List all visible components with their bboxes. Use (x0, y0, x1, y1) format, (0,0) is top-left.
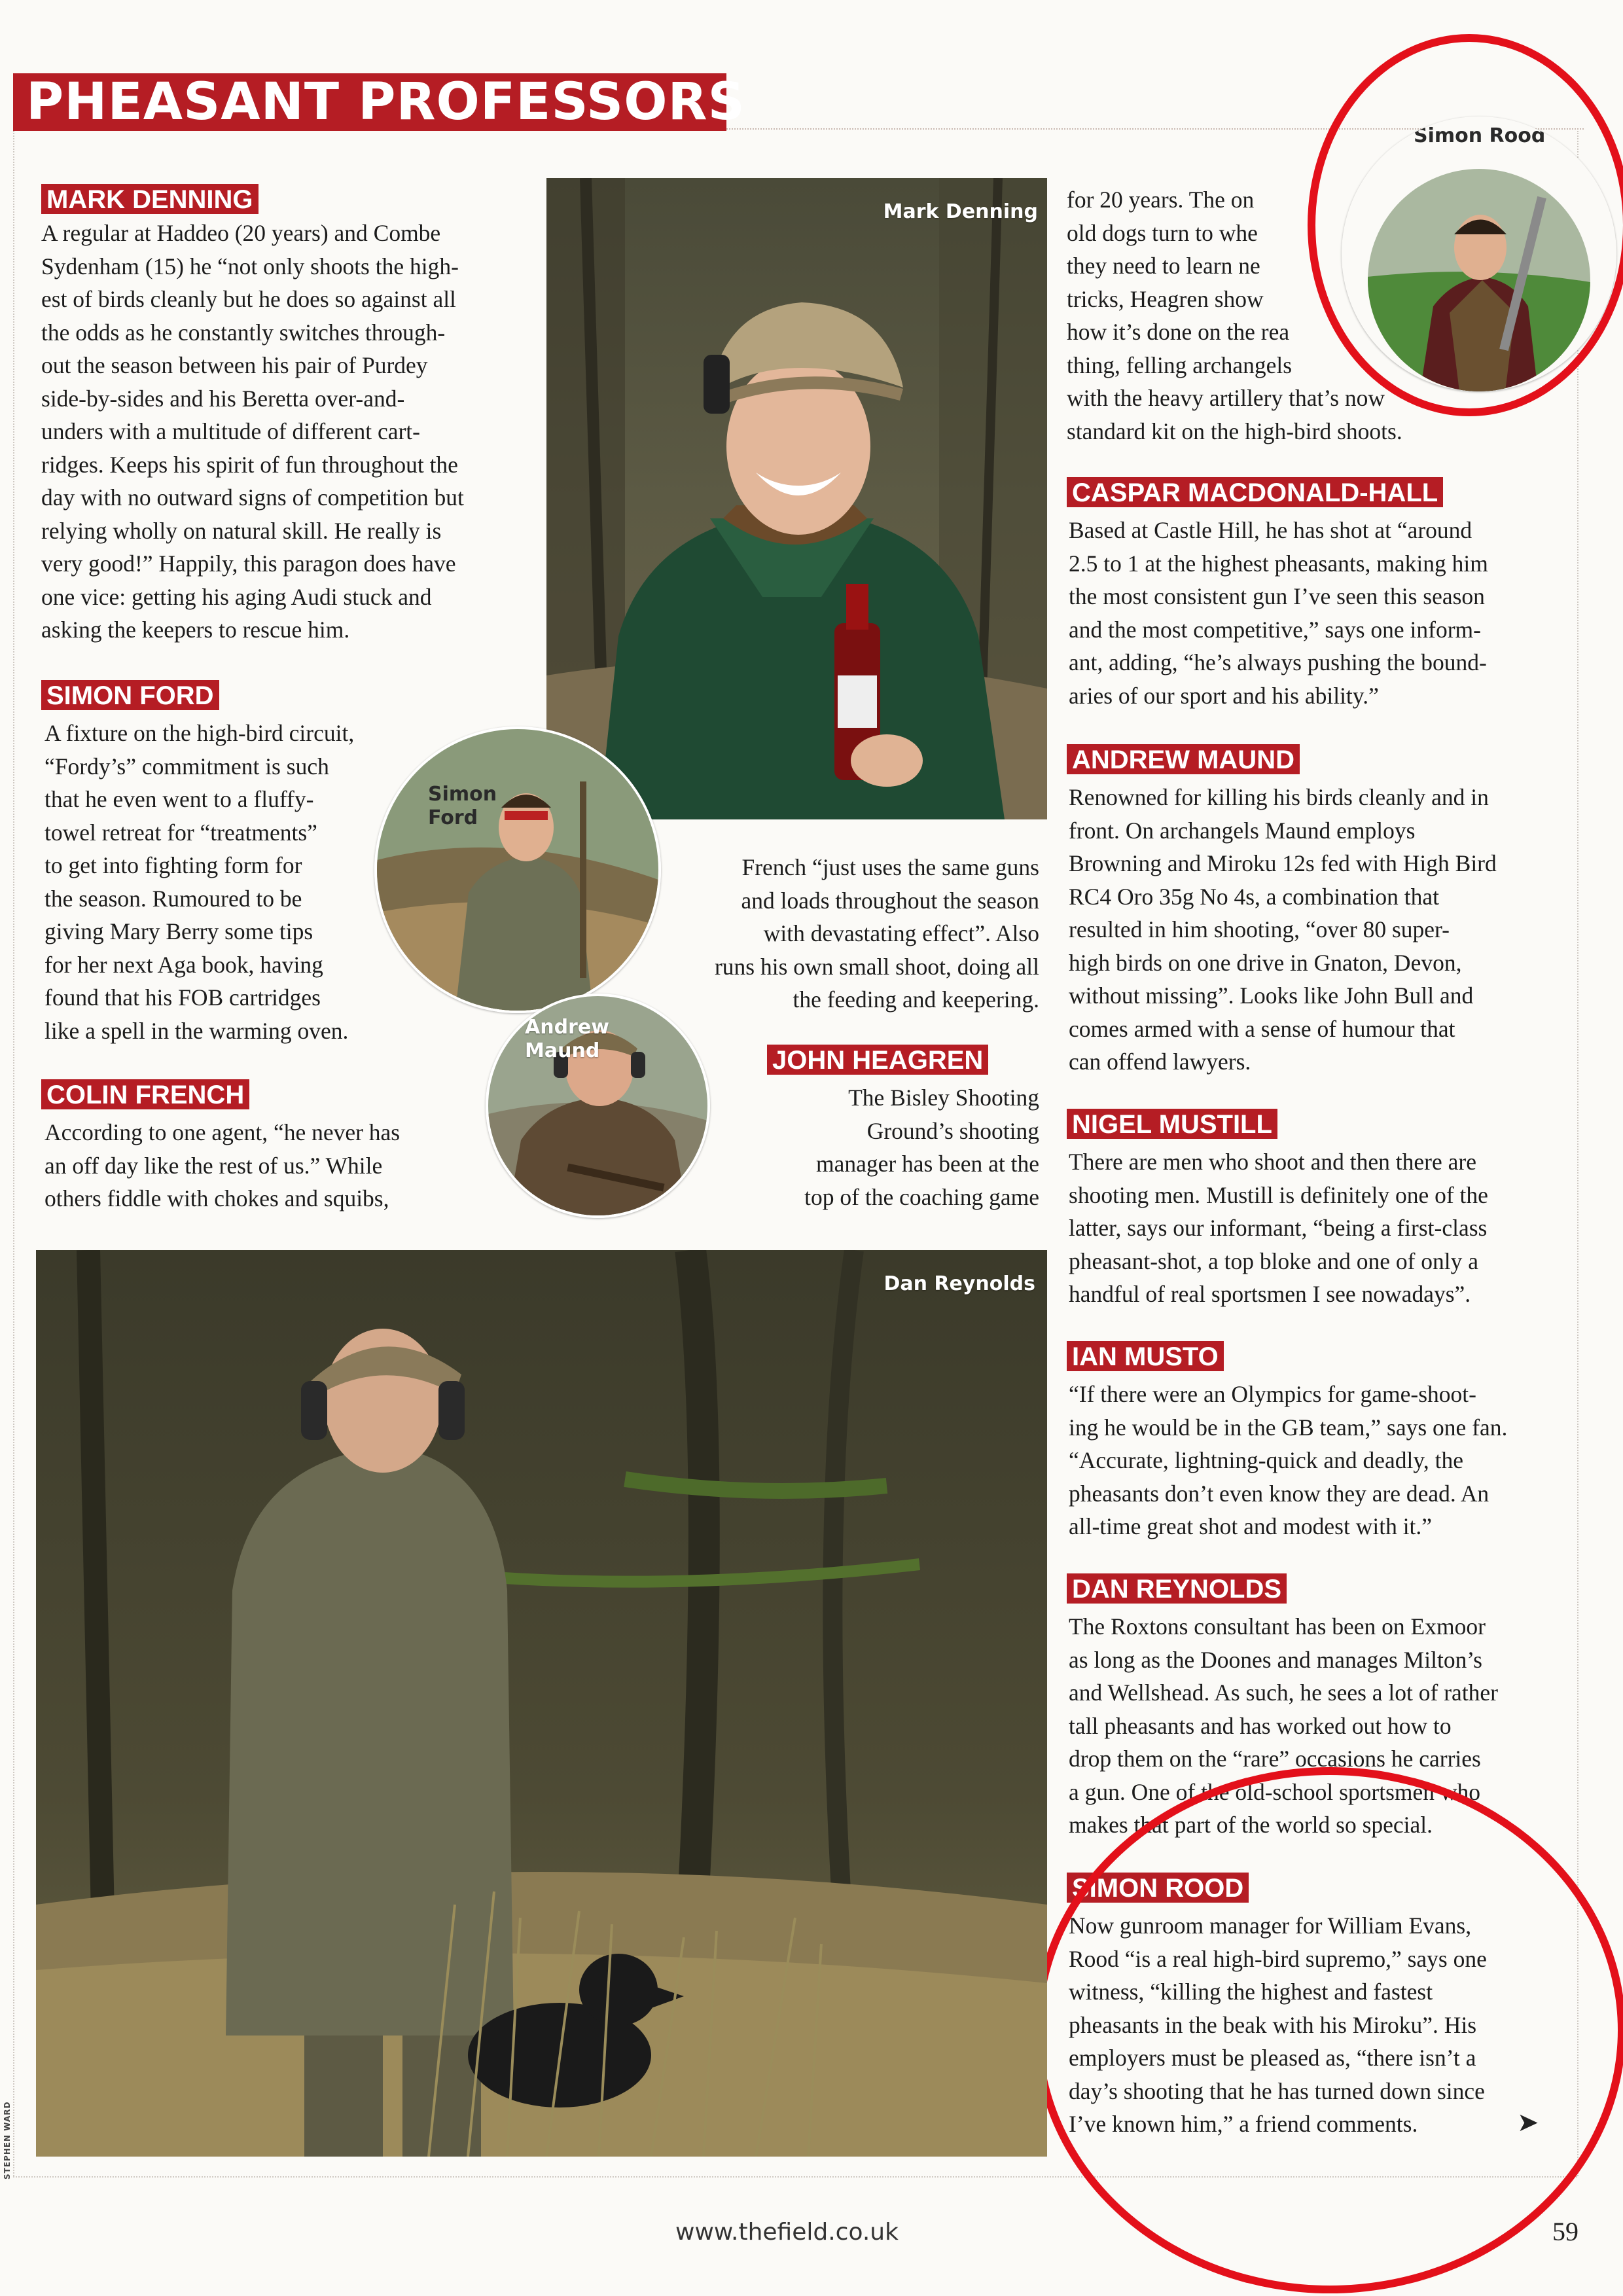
footer-url: www.thefield.co.uk (675, 2219, 899, 2246)
text-line: Now gunroom manager for William Evans, (1069, 1912, 1472, 1939)
john-heagren-section (767, 1045, 988, 1075)
text-line: as long as the Doones and manages Milton’s (1069, 1646, 1482, 1673)
photo-credit: STEPHEN WARD (3, 2101, 12, 2179)
simon-ford-section (41, 681, 219, 711)
simon-rood-heading: SIMON ROOD (1067, 1873, 1249, 1903)
text-line: out the season between his pair of Purdey (41, 352, 428, 378)
mark-denning-section (41, 185, 522, 647)
text-line: giving Mary Berry some tips (45, 918, 313, 944)
andrew-maund-heading: ANDREW MAUND (1067, 744, 1300, 774)
simon-ford-body (45, 717, 411, 1047)
text-line: relying wholly on natural skill. He really is (41, 517, 442, 544)
john-heagren-heading: JOHN HEAGREN (767, 1045, 988, 1075)
mark-denning-heading: MARK DENNING (41, 184, 259, 214)
annotation-circle-top (1308, 34, 1623, 416)
text-line: side-by-sides and his Beretta over-and- (41, 385, 405, 412)
andrew-maund-caption-1: Andrew (525, 1016, 609, 1039)
simon-ford-photo (374, 726, 661, 1013)
colin-french-continued (666, 851, 1039, 1016)
text-line: the odds as he constantly switches through- (41, 319, 446, 346)
text-line: for 20 years. The on (1067, 187, 1255, 213)
text-line: pheasant-shot, a top bloke and one of only a (1069, 1247, 1479, 1274)
text-line: Sydenham (15) he “not only shoots the high- (41, 253, 459, 279)
nigel-mustill-body (1069, 1145, 1550, 1311)
text-line: ant, adding, “he’s always pushing the bound- (1069, 649, 1487, 675)
colin-french-body (45, 1116, 476, 1215)
mark-denning-image (546, 178, 1047, 819)
text-line: witness, “killing the highest and fastest (1069, 1979, 1433, 2005)
text-line: one vice: getting his aging Audi stuck and (41, 583, 432, 610)
ian-musto-body (1069, 1378, 1550, 1543)
text-line: employers must be pleased as, “there isn’t a (1069, 2045, 1476, 2071)
text-line: they need to learn ne (1067, 253, 1260, 279)
text-line: and Wellshead. As such, he sees a lot of rather (1069, 1679, 1499, 1706)
text-line: “If there were an Olympics for game-shoot- (1069, 1381, 1476, 1407)
text-line: high birds on one drive in Gnaton, Devon, (1069, 949, 1462, 976)
text-line: est of birds cleanly but he does so against all (41, 286, 456, 312)
text-line: Renowned for killing his birds cleanly and in (1069, 784, 1489, 810)
caspar-macdonald-hall-body (1069, 514, 1550, 712)
text-line: the season. Rumoured to be (45, 885, 302, 912)
colin-french-section (41, 1080, 249, 1110)
text-line: aries of our sport and his ability.” (1069, 682, 1379, 709)
text-line: A regular at Haddeo (20 years) and Combe (41, 220, 441, 246)
andrew-maund-body (1069, 781, 1550, 1079)
text-line: RC4 Oro 35g No 4s, a combination that (1069, 883, 1439, 910)
text-line: There are men who shoot and then there are (1069, 1149, 1476, 1175)
annotation-circle-bottom (1034, 1767, 1623, 2293)
text-line: tall pheasants and has worked out how to (1069, 1712, 1452, 1739)
text-line: that he even went to a fluffy- (45, 786, 314, 812)
andrew-maund-section (1067, 745, 1300, 775)
text-line: Ground’s shooting (866, 1117, 1039, 1144)
text-line: an off day like the rest of us.” While (45, 1152, 383, 1179)
text-line: day with no outward signs of competition but (41, 484, 464, 511)
ian-musto-heading: IAN MUSTO (1067, 1341, 1224, 1371)
text-line: pheasants in the beak with his Miroku”. His (1069, 2011, 1477, 2038)
text-line: “Accurate, lightning-quick and deadly, the (1069, 1447, 1463, 1473)
page-number: 59 (1552, 2217, 1578, 2246)
text-line: Rood “is a real high-bird supremo,” says one (1069, 1945, 1487, 1972)
frame-left-border (13, 131, 14, 2176)
text-line: A fixture on the high-bird circuit, (45, 720, 355, 746)
dan-reynolds-heading: DAN REYNOLDS (1067, 1573, 1287, 1604)
andrew-maund-photo (486, 994, 710, 1218)
text-line: 2.5 to 1 at the highest pheasants, making him (1069, 550, 1488, 577)
simon-ford-caption-1: Simon (428, 783, 497, 806)
caspar-macdonald-hall-heading: CASPAR MACDONALD-HALL (1067, 477, 1443, 507)
text-line: standard kit on the high-bird shoots. (1067, 418, 1402, 444)
mark-denning-photo (546, 178, 1047, 819)
ian-musto-section (1067, 1342, 1224, 1372)
text-line: others fiddle with chokes and squibs, (45, 1185, 389, 1211)
text-line: shooting men. Mustill is definitely one of the (1069, 1181, 1488, 1208)
text-line: old dogs turn to whe (1067, 219, 1258, 246)
continue-arrow-icon: ➤ (1517, 2108, 1539, 2138)
text-line: handful of real sportsmen I see nowadays”. (1069, 1281, 1471, 1307)
text-line: unders with a multitude of different cart- (41, 418, 420, 444)
text-line: makes that part of the world so special. (1069, 1812, 1433, 1838)
text-line: a gun. One of the old-school sportsmen who (1069, 1778, 1481, 1805)
text-line: I’ve known him,” a friend comments. (1069, 2111, 1418, 2137)
text-line: and loads throughout the season (741, 887, 1039, 914)
text-line: “Fordy’s” commitment is such (45, 753, 329, 780)
text-line: ing he would be in the GB team,” says one fan. (1069, 1414, 1508, 1441)
page-title: PHEASANT PROFESSORS (26, 73, 745, 132)
text-line: Browning and Miroku 12s fed with High Bird (1069, 850, 1497, 876)
text-line: manager has been at the (815, 1151, 1039, 1177)
text-line: Based at Castle Hill, he has shot at “around (1069, 517, 1472, 543)
text-line: found that his FOB cartridges (45, 984, 321, 1011)
mark-denning-caption: Mark Denning (883, 200, 1038, 223)
dan-reynolds-photo (36, 1250, 1047, 2157)
text-line: front. On archangels Maund employs (1069, 817, 1416, 844)
john-heagren-body (772, 1081, 1039, 1213)
text-line: day’s shooting that he has turned down since (1069, 2077, 1485, 2104)
text-line: French “just uses the same guns (741, 854, 1039, 880)
text-line: all-time great shot and modest with it.” (1069, 1513, 1433, 1539)
frame-right-border (1577, 131, 1578, 2176)
text-line: runs his own small shoot, doing all (714, 953, 1039, 980)
text-line: like a spell in the warming oven. (45, 1017, 349, 1044)
text-line: resulted in him shooting, “over 80 super- (1069, 916, 1450, 942)
simon-ford-heading: SIMON FORD (41, 680, 219, 710)
caspar-macdonald-hall-section (1067, 478, 1443, 508)
text-line: to get into fighting form for (45, 852, 302, 878)
nigel-mustill-section (1067, 1109, 1277, 1139)
text-line: top of the coaching game (804, 1183, 1039, 1210)
text-line: with devastating effect”. Also (763, 920, 1039, 946)
mark-denning-body (41, 217, 522, 647)
text-line: pheasants don’t even know they are dead. An (1069, 1480, 1489, 1507)
text-line: how it’s done on the rea (1067, 319, 1290, 345)
text-line: for her next Aga book, having (45, 951, 323, 978)
text-line: the feeding and keepering. (793, 986, 1039, 1013)
text-line: latter, says our informant, “being a first-class (1069, 1215, 1488, 1241)
simon-ford-image (377, 729, 658, 1011)
text-line: comes armed with a sense of humour that (1069, 1015, 1455, 1042)
text-line: and the most competitive,” says one inform- (1069, 616, 1481, 643)
text-line: tricks, Heagren show (1067, 285, 1264, 312)
andrew-maund-caption-2: Maund (525, 1039, 600, 1062)
text-line: ridges. Keeps his spirit of fun throughout the (41, 451, 458, 478)
nigel-mustill-heading: NIGEL MUSTILL (1067, 1109, 1277, 1139)
text-line: very good!” Happily, this paragon does have (41, 550, 456, 577)
text-line: The Roxtons consultant has been on Exmoor (1069, 1613, 1486, 1640)
text-line: asking the keepers to rescue him. (41, 617, 350, 643)
text-line: thing, felling archangels (1067, 351, 1293, 378)
text-line: According to one agent, “he never has (45, 1119, 401, 1145)
dan-reynolds-caption: Dan Reynolds (883, 1272, 1035, 1295)
dan-reynolds-image (36, 1250, 1047, 2157)
text-line: without missing”. Looks like John Bull and (1069, 982, 1474, 1009)
text-line: towel retreat for “treatments” (45, 819, 317, 846)
colin-french-heading: COLIN FRENCH (41, 1079, 249, 1109)
text-line: can offend lawyers. (1069, 1049, 1251, 1075)
text-line: the most consistent gun I’ve seen this season (1069, 583, 1485, 609)
text-line: drop them on the “rare” occasions he carries (1069, 1746, 1481, 1772)
text-line: The Bisley Shooting (848, 1085, 1039, 1111)
text-line: with the heavy artillery that’s now (1067, 385, 1385, 411)
dan-reynolds-section (1067, 1574, 1287, 1604)
simon-rood-caption: Simon Rood (1414, 124, 1546, 147)
simon-ford-caption-2: Ford (428, 806, 478, 829)
